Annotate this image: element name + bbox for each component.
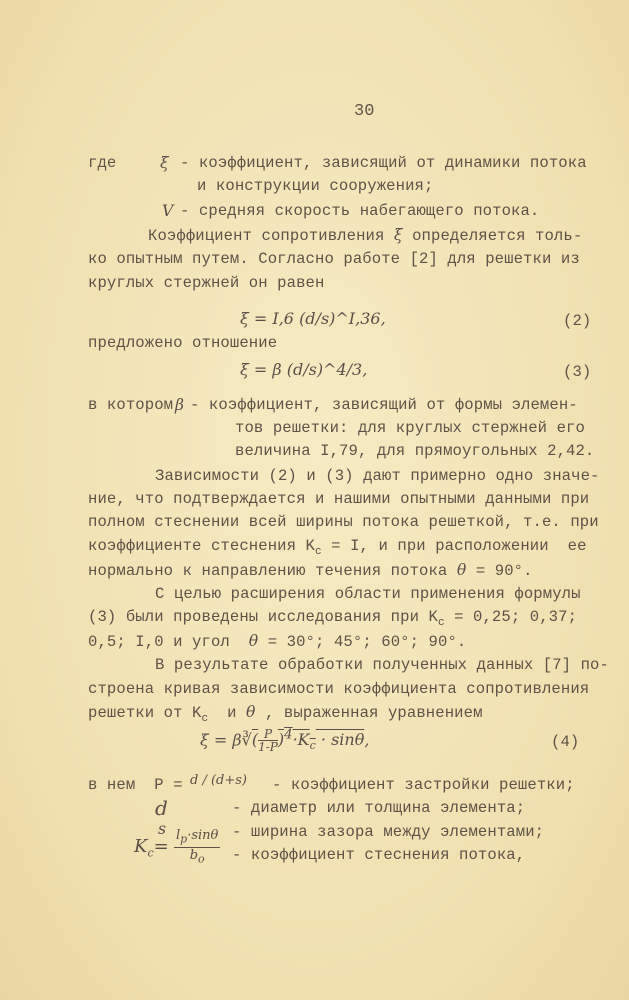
text-line: полном стеснении всей ширины потока решеткой, т.е. при xyxy=(88,513,599,531)
xi-symbol: ξ xyxy=(160,154,169,172)
subscript: c xyxy=(437,617,445,630)
xi-symbol: ξ xyxy=(393,226,403,244)
text: = 0,25; 0,37; xyxy=(444,608,578,626)
equation-4-label: (4) xyxy=(551,733,580,751)
text-line xyxy=(88,631,466,652)
text-line: предложено отношение xyxy=(88,334,278,352)
p-fraction: d / (d+s) xyxy=(190,773,247,788)
equation-2-label: (2) xyxy=(563,312,592,330)
v-symbol: V xyxy=(162,202,174,220)
text: , выраженная уравнением xyxy=(255,704,483,722)
text-line xyxy=(148,225,582,246)
text-line: тов решетки: для круглых стержней его xyxy=(235,419,585,437)
equation-3-label: (3) xyxy=(563,363,592,381)
theta-symbol: θ xyxy=(248,632,259,650)
equation-4: ξ = β∛( $\frac{P}{1-P}$ )$^4\cdot K_c \cdot \sin\theta$, xyxy=(200,727,370,755)
text: = I, и при расположении ее xyxy=(321,537,587,555)
beta-symbol: β xyxy=(175,396,185,414)
theta-symbol: θ xyxy=(456,561,467,579)
equation-2: ξ = I,6 (d/s)^I,36, xyxy=(240,309,386,328)
text-line xyxy=(88,536,587,562)
text-line: С целью расширения области применения формулы xyxy=(155,585,581,603)
text: Коэффициент сопротивления xyxy=(148,227,394,245)
text-line: - коэффициент застройки решетки; xyxy=(272,776,575,794)
page-number: 30 xyxy=(354,102,375,121)
text: 0,5; I,0 и угол xyxy=(88,633,249,651)
equation-3: ξ = β (d/s)^4/3, xyxy=(240,360,368,379)
text: решетки от K xyxy=(88,704,202,722)
text: = 90°. xyxy=(466,562,533,580)
text-line: - коэффициент, зависящий от динамики потока xyxy=(180,154,587,172)
subscript: c xyxy=(201,713,209,726)
d-symbol: d xyxy=(155,796,168,820)
text-line: ние, что подтверждается и нашими опытными данными при xyxy=(88,490,590,508)
text-line: в нем P = xyxy=(88,776,193,794)
text-line xyxy=(88,702,483,729)
s-symbol: s xyxy=(158,820,167,838)
theta-symbol: θ xyxy=(246,703,256,721)
text-line: ко опытным путем. Согласно работе [2] для решетки из xyxy=(88,250,580,268)
text-line: - коэффициент, зависящий от формы элемен- xyxy=(190,396,578,414)
text-line: - коэффициент стеснения потока, xyxy=(232,846,526,864)
text-line: и конструкции сооружения; xyxy=(197,177,434,195)
text-line: где xyxy=(88,154,117,172)
text-line xyxy=(88,560,533,581)
text: нормально к направлению течения потока xyxy=(88,562,457,580)
text-line: в котором xyxy=(88,396,174,414)
text: (3) были проведены исследования при K xyxy=(88,608,438,626)
text-line: - диаметр или толщина элемента; xyxy=(232,799,526,817)
text-line: В результате обработки полученных данных [7] по- xyxy=(155,656,609,674)
text: коэффициенте стеснения K xyxy=(88,537,315,555)
text: и xyxy=(208,704,247,722)
text: = 30°; 45°; 60°; 90°. xyxy=(258,633,467,651)
text-line: Зависимости (2) и (3) дают примерно одно значе- xyxy=(155,467,600,485)
text-line xyxy=(88,607,577,633)
text-line: круглых стержней он равен xyxy=(88,274,325,292)
text: определяется толь- xyxy=(402,227,583,245)
text-line: - ширина зазора между элементами; xyxy=(232,823,545,841)
kc-symbol: $K_c=$ xyxy=(134,836,169,860)
subscript: c xyxy=(315,546,322,559)
text-line: - средняя скорость набегающего потока. xyxy=(180,202,540,220)
kc-fraction: $l_p\cdot\sin\theta$ $b_o$ xyxy=(176,828,219,866)
text-line: величина I,79, для прямоугольных 2,42. xyxy=(235,442,595,460)
text-line: строена кривая зависимости коэффициента сопротивления xyxy=(88,680,590,698)
